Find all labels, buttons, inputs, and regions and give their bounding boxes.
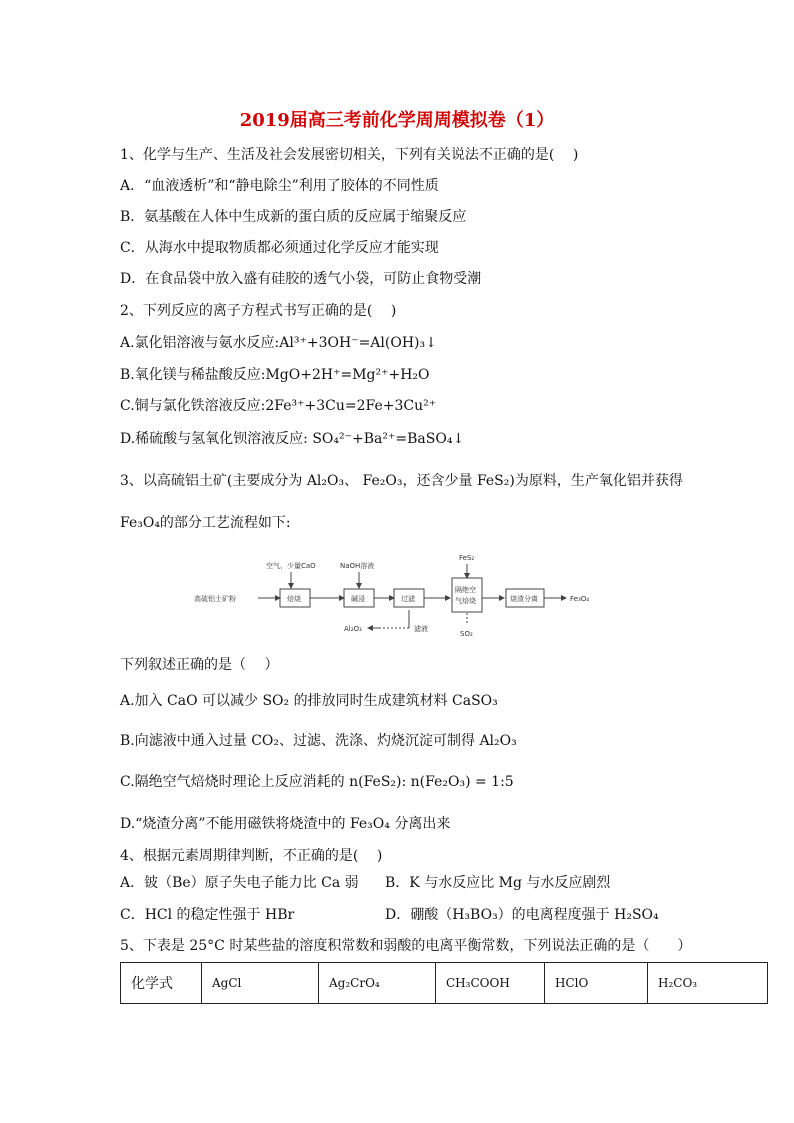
q3-stem-line2: Fe₃O₄的部分工艺流程如下:: [120, 515, 291, 531]
q2-option-b: B.氧化镁与稀盐酸反应:MgO+2H⁺=Mg²⁺+H₂O: [120, 367, 430, 383]
q4-stem: 4、根据元素周期律判断，不正确的是( ): [120, 848, 383, 864]
q3-option-c: C.隔绝空气焙烧时理论上反应消耗的 n(FeS₂): n(Fe₂O₃) = 1:5: [120, 774, 514, 790]
flow-raw-label: 高硫铝土矿粉: [194, 595, 236, 603]
table-header-cell: 化学式: [121, 963, 202, 1004]
q3-stem-line1: 3、以高硫铝土矿(主要成分为 Al₂O₃、 Fe₂O₃，还含少量 FeS₂)为原料，生产氧化铝并获得: [120, 473, 683, 489]
process-flow-svg: [194, 548, 614, 640]
q4-option-b: B．K 与水反应比 Mg 与水反应剧烈: [385, 875, 611, 891]
q2-option-d: D.稀硫酸与氢氧化钡溶液反应: SO₄²⁻+Ba²⁺=BaSO₄↓: [120, 431, 465, 447]
q2-stem: 2、下列反应的离子方程式书写正确的是( ): [120, 303, 397, 319]
flow-step2-label: 碱浸: [351, 595, 365, 603]
q1-option-a: A．“血液透析”和“静电除尘”利用了胶体的不同性质: [120, 178, 439, 194]
q5-constants-table: [120, 962, 768, 1004]
flow-so2-label: SO₂: [460, 630, 473, 638]
table-header-cell: AgCl: [202, 963, 319, 1004]
flow-product-label: Fe₃O₄: [570, 595, 590, 603]
flow-step4-label-1: 隔绝空: [455, 586, 476, 594]
table-header-cell: Ag₂CrO₄: [319, 963, 436, 1004]
flow-side-product-label: Al₂O₃: [344, 625, 362, 633]
anoxic-roast-box: [452, 578, 482, 612]
q5-stem: 5、下表是 25°C 时某些盐的溶度积常数和弱酸的电离平衡常数，下列说法正确的是（ ）: [120, 938, 692, 954]
exam-title: 2019届高三考前化学周周模拟卷（1）: [239, 110, 555, 131]
q1-option-c: C．从海水中提取物质都必须通过化学反应才能实现: [120, 240, 439, 256]
q1-stem: 1、化学与生产、生活及社会发展密切相关，下列有关说法不正确的是( ): [120, 147, 579, 163]
table-header-cell: H₂CO₃: [648, 963, 768, 1004]
q3-option-b: B.向滤液中通入过量 CO₂、过滤、洗涤、灼烧沉淀可制得 Al₂O₃: [120, 733, 517, 749]
table-header-cell: CH₃COOH: [436, 963, 545, 1004]
flow-input2-label: NaOH溶液: [340, 562, 375, 570]
flow-step3-label: 过滤: [401, 595, 415, 603]
flow-step1-label: 焙烧: [287, 595, 301, 603]
q3-option-d: D.“烧渣分离”不能用磁铁将烧渣中的 Fe₃O₄ 分离出来: [120, 816, 451, 832]
q3-prompt: 下列叙述正确的是（ ）: [120, 657, 279, 673]
table-row: [121, 963, 768, 1004]
process-flow-diagram: [194, 548, 614, 640]
flow-step4-label-2: 气焙烧: [455, 597, 476, 605]
q2-option-a: A.氯化铝溶液与氨水反应:Al³⁺+3OH⁻=Al(OH)₃↓: [120, 335, 437, 351]
flow-step5-label: 烧渣分离: [510, 595, 538, 603]
flow-filtrate-label: 滤液: [414, 625, 428, 633]
flow-input3-label: FeS₂: [459, 554, 475, 562]
q1-option-d: D．在食品袋中放入盛有硅胶的透气小袋，可防止食物受潮: [120, 271, 482, 287]
q3-option-a: A.加入 CaO 可以减少 SO₂ 的排放同时生成建筑材料 CaSO₃: [120, 693, 498, 709]
table-header-cell: HClO: [545, 963, 648, 1004]
q4-option-c: C．HCl 的稳定性强于 HBr: [120, 907, 295, 923]
q2-option-c: C.铜与氯化铁溶液反应:2Fe³⁺+3Cu=2Fe+3Cu²⁺: [120, 398, 437, 414]
q4-option-a: A．铍（Be）原子失电子能力比 Ca 弱: [120, 875, 359, 891]
flow-input1-label: 空气、少量CaO: [266, 562, 316, 570]
q4-option-d: D．硼酸（H₃BO₃）的电离程度强于 H₂SO₄: [385, 907, 659, 923]
q1-option-b: B．氨基酸在人体中生成新的蛋白质的反应属于缩聚反应: [120, 209, 467, 225]
